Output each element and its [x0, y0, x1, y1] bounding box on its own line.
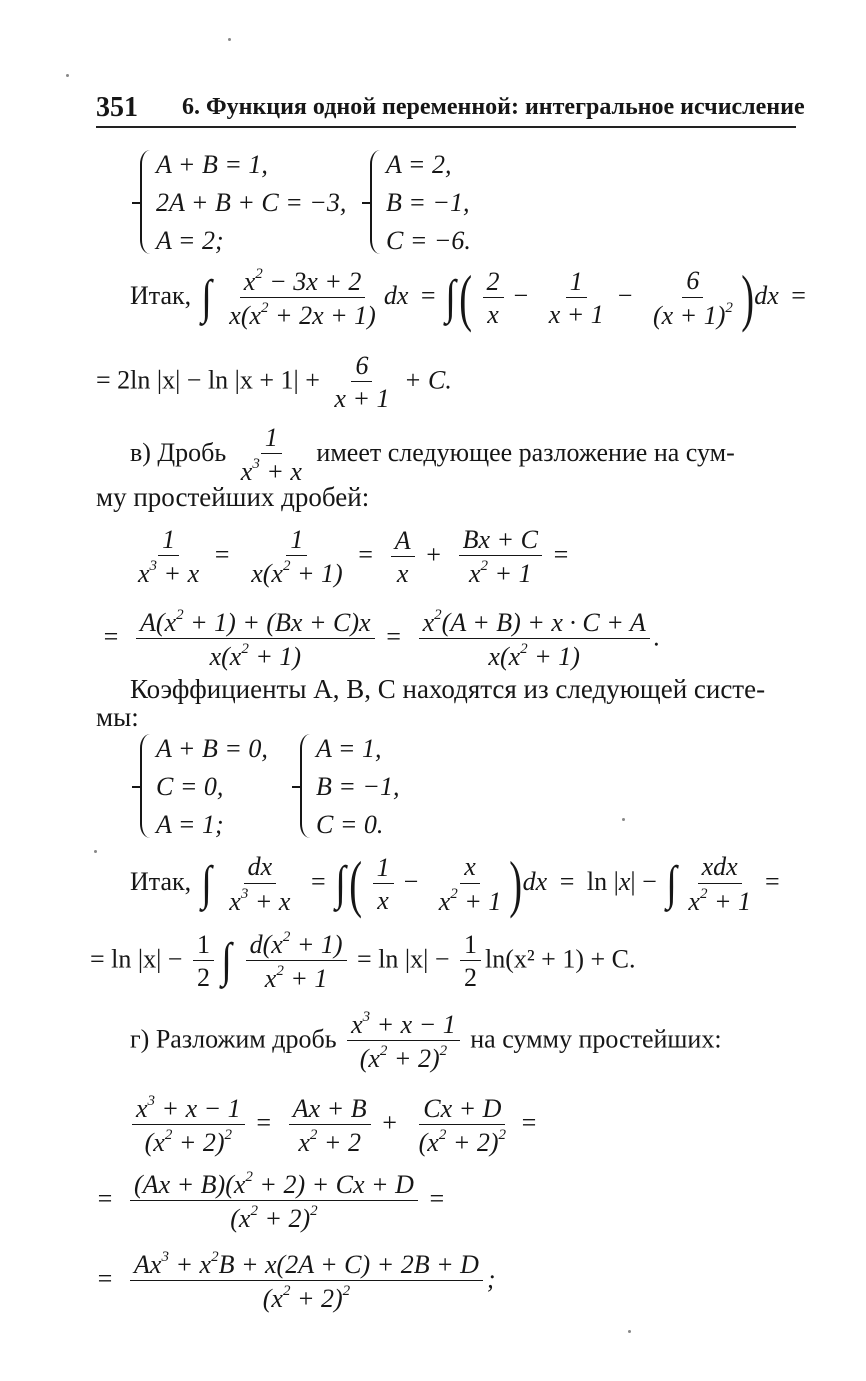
integral-result-1: = 2ln |x| − ln |x + 1| + $\frac{6}{x + 1}$ + C. [96, 351, 452, 414]
system-2-left-eq: A = 1; [156, 810, 224, 839]
integral-result-2: = ln |x| − $\frac{1}{2}$ ∫ $\frac{d(x^2 + 1)}{x^2 + 1}$ = ln |x| − $\frac{1}{2}$ ln(x² + 1) + C. [90, 929, 636, 994]
part-g-intro: г) Разложим дробь $\frac{x^3 + x - 1}{(x^2 + 2)^2}$ на сумму простейших: [130, 1009, 722, 1074]
result-2-end: ln(x² + 1) + C. [485, 944, 636, 974]
scan-speck [622, 818, 625, 821]
system-2-right-eq: C = 0. [316, 810, 384, 839]
system-1-right [370, 146, 471, 260]
integral-equation-1: Итак, ∫ $\frac{x^2 - 3x + 2}{x(x^2 + 2x + 1)}$ dx = ∫( $\frac{2}{x}$ − $\frac{1}{x + 1}$ − $\frac{6}{(x + 1)^2}$ )dx = [130, 262, 806, 333]
decomposition-2: = $\frac{A(x^2 + 1) + (Bx + C)x}{x(x^2 + 1)}$ = $\frac{x^2(A + B) + x \cdot C + A}{x(x^2 + 1)}$ . [102, 607, 661, 672]
part-v-intro-tail: имеет следующее разложение на сум- [316, 437, 735, 467]
itak-label: Итак, [130, 280, 192, 310]
chapter-title: 6. Функция одной переменной: интегральное исчисление [182, 94, 805, 120]
scan-speck [228, 38, 231, 41]
scan-speck [94, 850, 97, 853]
system-2-left-eq: A + B = 0, [156, 734, 268, 763]
system-2-right-eq: B = −1, [316, 772, 400, 801]
result-1-constant: + C. [404, 365, 452, 395]
part-v-label: в) Дробь [130, 437, 227, 467]
itak-label: Итак, [130, 866, 192, 896]
integral-equation-2: Итак, ∫ $\frac{dx}{x^3 + x}$ = ∫( $\frac{1}{x}$ − $\frac{x}{x^2 + 1}$ )dx = ln |x| − ∫ $\frac{\text{xdx}}{x^2 + 1}$ = [130, 848, 780, 919]
system-2-left-eq: C = 0, [156, 772, 224, 801]
system-1-left-eq: A + B = 1, [156, 150, 268, 179]
scan-speck [628, 1330, 631, 1333]
system-2-right [300, 730, 399, 844]
coef-text-line2: мы: [96, 702, 139, 732]
coef-text-line1: Коэффициенты A, B, C находятся из следующей систе- [130, 674, 766, 704]
part-v-intro: в) Дробь $\frac{1}{x^3 + x}$ имеет следующее разложение на сум- [130, 423, 735, 487]
page-number: 351 [96, 92, 138, 123]
part-v-intro-line2: му простейших дробей: [96, 482, 370, 512]
system-1-right-eq: A = 2, [386, 150, 452, 179]
header-rule [96, 126, 796, 128]
system-2-left [140, 730, 268, 844]
system-1-left-eq: 2A + B + C = −3, [156, 188, 347, 217]
decomposition-1: $\frac{1}{x^3 + x}$ = $\frac{1}{x(x^2 + 1)}$ = $\frac{A}{x}$ + $\frac{Bx + C}{x^2 + 1}$ = [138, 525, 570, 589]
part-g-label: г) Разложим дробь [130, 1024, 337, 1054]
result-1-expression: = 2ln |x| − ln |x + 1| + [96, 365, 320, 395]
decomposition-5: = $\frac{Ax^3 + x^2B + x(2A + C) + 2B + D}{(x^2 + 2)^2}$ ; [96, 1249, 496, 1314]
system-1-right-eq: C = −6. [386, 226, 471, 255]
result-2-mid: = ln |x| − [357, 944, 450, 974]
scan-speck [66, 74, 69, 77]
system-1-left [140, 146, 346, 260]
system-1-right-eq: B = −1, [386, 188, 470, 217]
part-g-tail: на сумму простейших: [470, 1024, 722, 1054]
system-2-right-eq: A = 1, [316, 734, 382, 763]
decomposition-3: $\frac{x^3 + x - 1}{(x^2 + 2)^2}$ = $\frac{Ax + B}{x^2 + 2}$ + $\frac{Cx + D}{(x^2 + 2)^2}$ = [128, 1094, 544, 1157]
system-1-left-eq: A = 2; [156, 226, 224, 255]
decomposition-4: = $\frac{(Ax + B)(x^2 + 2) + Cx + D}{(x^2 + 2)^2}$ = [96, 1169, 446, 1234]
result-2-start: = ln |x| − [90, 944, 183, 974]
